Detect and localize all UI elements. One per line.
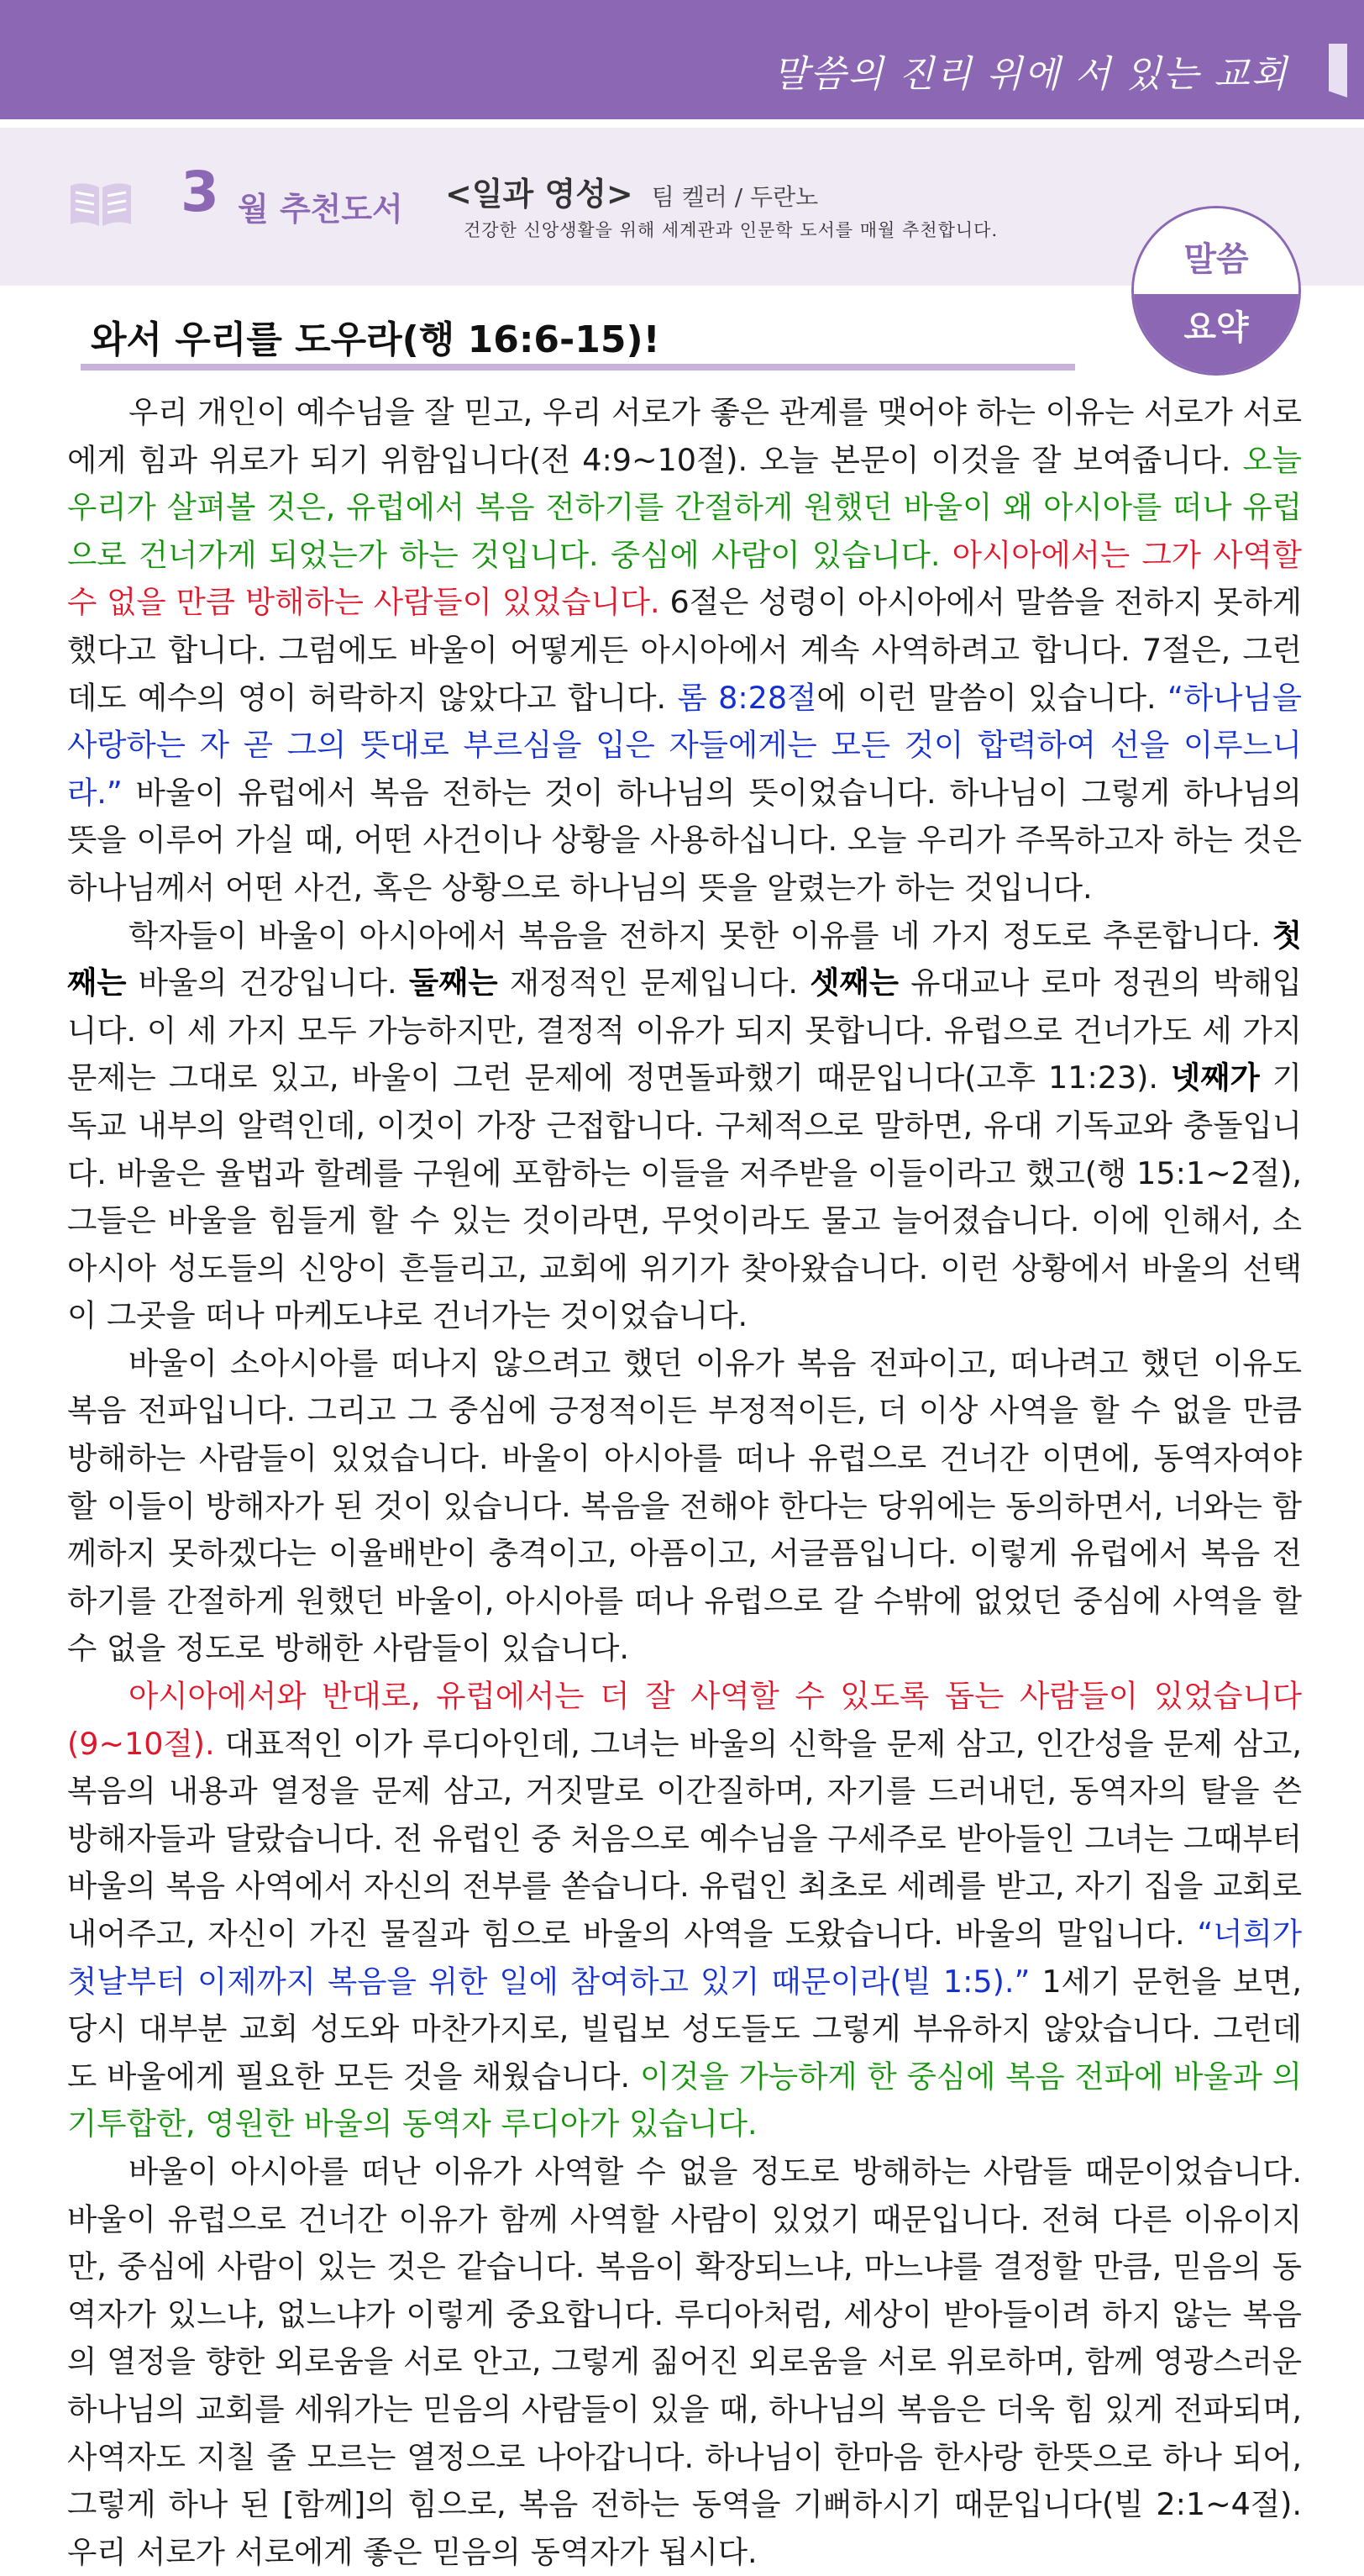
highlighted-text: “하나님을 사랑하는 자 곧 그의 뜻대로 부르심을 입은 자들에게는 모든 것이 합력하여 선을 이루느니라.” [67, 679, 1302, 811]
paragraph [67, 1673, 1302, 2148]
sermon-title: 와서 우리를 도우라(행 16:6-15)! [91, 318, 660, 361]
body-text: 우리 개인이 예수님을 잘 믿고, 우리 서로가 좋은 관계를 맺어야 하는 이유는 서로가 서로에게 힘과 위로가 되기 위함입니다(전 4:9~10절). 오늘 본문이 이것을 잘 보여줍니다. [67, 394, 1302, 478]
church-motto: 말씀의 진리 위에 서 있는 교회 [773, 53, 1288, 96]
badge-bottom-label: 요약 [1134, 294, 1298, 373]
highlighted-text: 둘째는 [408, 965, 498, 1001]
open-book-icon [67, 181, 134, 228]
book-title: <일과 영성> [445, 175, 633, 213]
body-text: 바울이 유럽에서 복음 전하는 것이 하나님의 뜻이었습니다. 하나님이 그렇게 하나님의 뜻을 이루어 가실 때, 어떤 사건이나 상황을 사용하십니다. 오늘 우리가 주목하고자 하는 것은 하나님께서 어떤 사건, 혹은 상황으로 하나님의 뜻을 알렸는가 하는 것입니다. [67, 774, 1302, 906]
paragraph [67, 389, 1302, 912]
sermon-summary-badge [1131, 206, 1301, 376]
body-text [940, 537, 952, 573]
body-text: 바울의 건강입니다. [126, 965, 409, 1001]
body-text: 바울이 아시아를 떠난 이유가 사역할 수 없을 정도로 방해하는 사람들 때문이었습니다. 바울이 유럽으로 건너간 이유가 함께 사역할 사람이 있었기 때문입니다. 전혀 다른 이유이지만, 중심에 사람이 있는 것은 같습니다. 복음이 확장되느냐, 마느냐를 결정할 만큼, 믿음의 동역자가 있느냐, 없느냐가 이렇게 중요합니다. 루디아처럼, 세상이 받아들이려 하지 않는 복음의 열정을 향한 외로움을 서로 안고, 그렇게 짊어진 외로움을 서로 위로하며, 함께 영광스러운 하나님의 교회를 세워가는 믿음의 사람들이 있을 때, 하나님의 복음은 더욱 힘 있게 전파되며, 사역자도 지칠 줄 모르는 열정으로 나아갑니다. 하나님이 한마음 한사랑 한뜻으로 하나 되어, 그렇게 하나 된 [함께]의 힘으로, 복음 전하는 동역을 기뻐하시기 때문입니다(빌 2:1~4절). 우리 서로가 서로에게 좋은 믿음의 동역자가 됩시다. [67, 2153, 1302, 2570]
body-text: 재정적인 문제입니다. [497, 965, 811, 1001]
paragraph [67, 1340, 1302, 1673]
body-text: 에 이런 말씀이 있습니다. [816, 679, 1168, 716]
highlighted-text: 롬 8:28절 [677, 679, 817, 716]
book-author: 팀 켈러 / 두란노 [651, 183, 819, 211]
highlighted-text: 넷째가 [1170, 1059, 1260, 1096]
month-number: 3 [181, 160, 219, 224]
body-text: 6절은 성령이 아시아에서 말씀을 전하지 못하게 했다고 합니다. 그럼에도 바울이 어떻게든 아시아에서 계속 사역하려고 합니다. 7절은, 그런데도 예수의 영이 허락하지 않았다고 합니다. [67, 584, 1302, 716]
body-text: 기독교 내부의 알력인데, 이것이 가장 근접합니다. 구체적으로 말하면, 유대 기독교와 충돌입니다. 바울은 율법과 할례를 구원에 포함하는 이들을 저주받을 이들이라고 했고(행 15:1~2절), 그들은 바울을 힘들게 할 수 있는 것이라면, 무엇이라도 물고 늘어졌습니다. 이에 인해서, 소아시아 성도들의 신앙이 흔들리고, 교회에 위기가 찾아왔습니다. 이런 상황에서 바울의 선택이 그곳을 떠나 마케도냐로 건너가는 것이었습니다. [67, 1059, 1302, 1334]
highlighted-text: 아시아에서는 그가 사역할 수 없을 만큼 방해하는 사람들이 있었습니다. [67, 536, 1303, 621]
header-bar [0, 0, 1364, 119]
title-underline [81, 364, 1075, 371]
paragraph [67, 912, 1302, 1340]
book-title-line [445, 168, 818, 214]
highlighted-text: 이것을 가능하게 한 중심에 복음 전파에 바울과 의기투합한, 영원한 바울의 동역자 루디아가 있습니다. [67, 2058, 1302, 2142]
body-text: 유대교나 로마 정권의 박해입니다. 이 세 가지 모두 가능하지만, 결정적 이유가 되지 못합니다. 유럽으로 건너가도 세 가지 문제는 그대로 있고, 바울이 그런 문제에 정면돌파했기 때문입니다(고후 11:23). [67, 965, 1302, 1096]
month-label: 월 추천도서 [238, 191, 403, 228]
book-description: 건강한 신앙생활을 위해 세계관과 인문학 도서를 매월 추천합니다. [464, 220, 999, 240]
body-text: 1세기 문헌을 보면, 당시 대부분 교회 성도와 마찬가지로, 빌립보 성도들도 그렇게 부유하지 않았습니다. 그런데도 바울에게 필요한 모든 것을 채웠습니다. [67, 1963, 1302, 2095]
highlighted-text: “너희가 첫날부터 이제까지 복음을 위한 일에 참여하고 있기 때문이라(빌 1:5).” [67, 1916, 1302, 2000]
body-text: 바울이 소아시아를 떠나지 않으려고 했던 이유가 복음 전파이고, 떠나려고 했던 이유도 복음 전파입니다. 그리고 그 중심에 긍정적이든 부정적이든, 더 이상 사역을 할 수 없을 만큼 방해하는 사람들이 있었습니다. 바울이 아시아를 떠나 유럽으로 건너간 이면에, 동역자여야 할 이들이 방해자가 된 것이 있습니다. 복음을 전해야 한다는 당위에는 동의하면서, 너와는 함께하지 못하겠다는 이율배반이 충격이고, 아픔이고, 서글픔입니다. 이렇게 유럽에서 복음 전하기를 간절하게 원했던 바울이, 아시아를 떠나 유럽으로 갈 수밖에 없었던 중심에 사역을 할 수 없을 정도로 방해한 사람들이 있습니다. [67, 1344, 1302, 1667]
body-text: 대표적인 이가 루디아인데, 그녀는 바울의 신학을 문제 삼고, 인간성을 문제 삼고, 복음의 내용과 열정을 문제 삼고, 거짓말로 이간질하며, 자기를 드러내던, 동역자의 탈을 쓴 방해자들과 달랐습니다. 전 유럽인 중 처음으로 예수님을 구세주로 받아들인 그녀는 그때부터 바울의 복음 사역에서 자신의 전부를 쏟습니다. 유럽인 최초로 세례를 받고, 자기 집을 교회로 내어주고, 자신이 가진 물질과 힘으로 바울의 사역을 도왔습니다. 바울의 말입니다. [67, 1725, 1302, 1952]
highlighted-text: 셋째는 [810, 965, 900, 1001]
highlighted-text: 오늘 우리가 살펴볼 것은, 유럽에서 복음 전하기를 간절하게 원했던 바울이 왜 아시아를 떠나 유럽으로 건너가게 되었는가 하는 것입니다. 중심에 사람이 있습니다. [67, 441, 1302, 573]
sermon-body [67, 389, 1302, 2576]
highlighted-text: 아시아에서와 반대로, 유럽에서는 더 잘 사역할 수 있도록 돕는 사람들이 있었습니다(9~10절). [67, 1678, 1302, 1762]
highlighted-text: 첫째는 [67, 917, 1302, 1001]
bookmark-tab-icon [1329, 44, 1347, 97]
paragraph [67, 2148, 1302, 2576]
badge-top-label: 말씀 [1134, 208, 1298, 294]
body-text: 학자들이 바울이 아시아에서 복음을 전하지 못한 이유를 네 가지 정도로 추론합니다. [129, 917, 1272, 954]
